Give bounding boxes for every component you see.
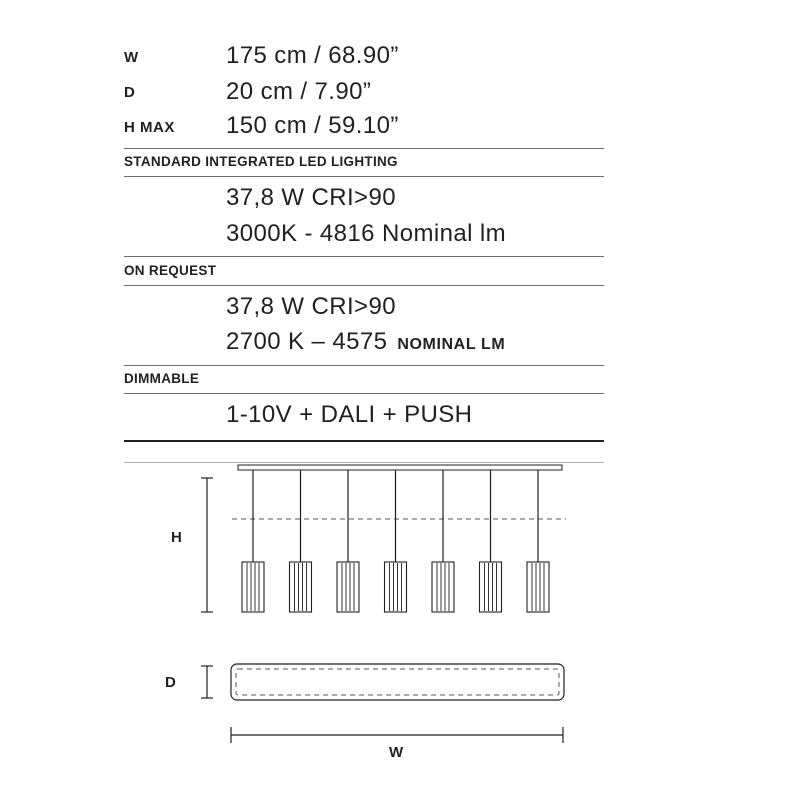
pendant: [385, 470, 407, 612]
pendant-body: [290, 562, 312, 612]
pendant-body: [480, 562, 502, 612]
on-request-power: 37,8 W CRI>90: [226, 293, 396, 320]
pendant-body: [385, 562, 407, 612]
height-label: H MAX: [124, 119, 175, 136]
pendant: [290, 470, 312, 612]
ceiling-canopy: [238, 465, 562, 470]
pendants: [242, 470, 549, 612]
width-dimension-label: W: [389, 744, 404, 761]
depth-dimension-label: D: [165, 674, 176, 691]
depth-value: 20 cm / 7.90”: [226, 78, 372, 105]
width-label: W: [124, 49, 139, 66]
height-value: 150 cm / 59.10”: [226, 112, 399, 139]
on-request-lumen-unit: NOMINAL LM: [397, 336, 506, 353]
pendant: [480, 470, 502, 612]
on-request-heading: ON REQUEST: [124, 263, 217, 278]
dimmable-value: 1-10V + DALI + PUSH: [226, 401, 473, 428]
pendant: [337, 470, 359, 612]
pendant-body: [432, 562, 454, 612]
standard-heading: STANDARD INTEGRATED LED LIGHTING: [124, 154, 398, 169]
width-value: 175 cm / 68.90”: [226, 42, 399, 69]
on-request-lumen-value: 2700 K – 4575: [226, 328, 388, 355]
standard-power: 37,8 W CRI>90: [226, 184, 396, 211]
dimmable-heading: DIMMABLE: [124, 371, 200, 386]
standard-lumen: 3000K - 4816 Nominal lm: [226, 220, 507, 247]
pendant: [432, 470, 454, 612]
pendant-body: [337, 562, 359, 612]
depth-label: D: [124, 84, 136, 101]
pendant-body: [242, 562, 264, 612]
pendant: [527, 470, 549, 612]
pendant-body: [527, 562, 549, 612]
height-dimension-label: H: [171, 529, 182, 546]
pendant: [242, 470, 264, 612]
